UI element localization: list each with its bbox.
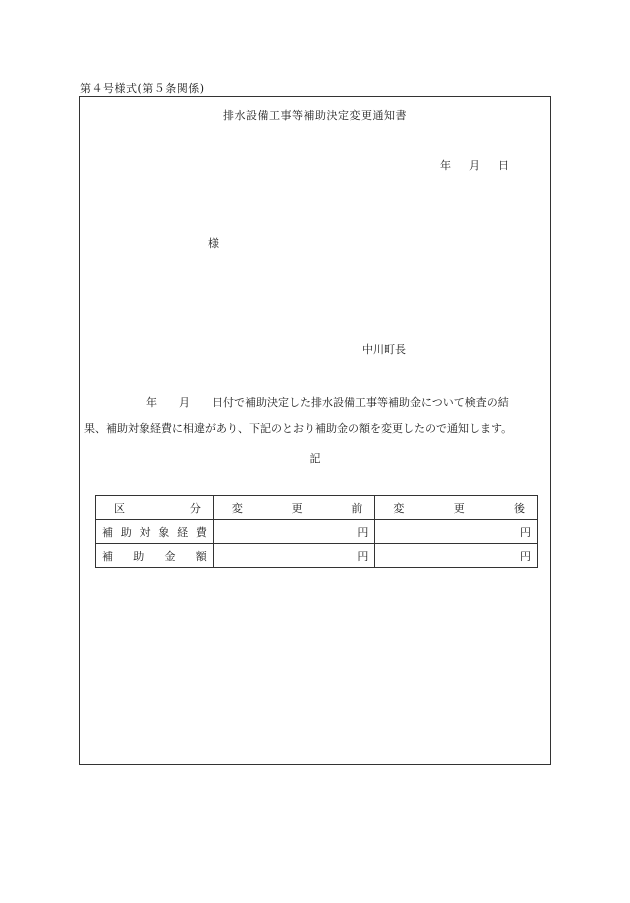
table-row — [96, 520, 538, 544]
date-line — [440, 157, 509, 173]
header-before-change: 変 更 前 — [213, 496, 375, 520]
eligible-cost-before: 円 — [213, 520, 375, 544]
subsidy-amount-after: 円 — [375, 544, 538, 568]
row-label-subsidy-amount: 補 助 金 額 — [96, 544, 214, 568]
notice-body — [84, 390, 548, 442]
table-row — [96, 544, 538, 568]
date-day: 日 — [498, 159, 509, 172]
addressee-suffix: 様 — [208, 237, 219, 250]
form-number: 第４号様式(第５条関係) — [80, 82, 205, 95]
ki-heading: 記 — [309, 452, 321, 465]
amount-table — [95, 495, 538, 568]
document-title: 排水設備工事等補助決定変更通知書 — [223, 109, 407, 122]
body-month: 月 — [179, 396, 190, 409]
header-after-change: 変 更 後 — [375, 496, 538, 520]
document-frame — [79, 96, 551, 765]
subsidy-amount-before: 円 — [213, 544, 375, 568]
issuer-name: 中川町長 — [362, 343, 406, 356]
eligible-cost-after: 円 — [375, 520, 538, 544]
date-year: 年 — [440, 159, 451, 172]
header-category: 区 分 — [96, 496, 214, 520]
row-label-eligible-cost: 補 助 対 象 経 費 — [96, 520, 214, 544]
body-line-2: 果、補助対象経費に相違があり、下記のとおり補助金の額を変更したので通知します。 — [84, 422, 513, 435]
date-month: 月 — [469, 159, 480, 172]
table-header-row — [96, 496, 538, 520]
body-year: 年 — [146, 396, 157, 409]
body-line-1 — [84, 390, 548, 416]
body-line-1-text: 日付で補助決定した排水設備工事等補助金について検査の結 — [212, 396, 509, 409]
